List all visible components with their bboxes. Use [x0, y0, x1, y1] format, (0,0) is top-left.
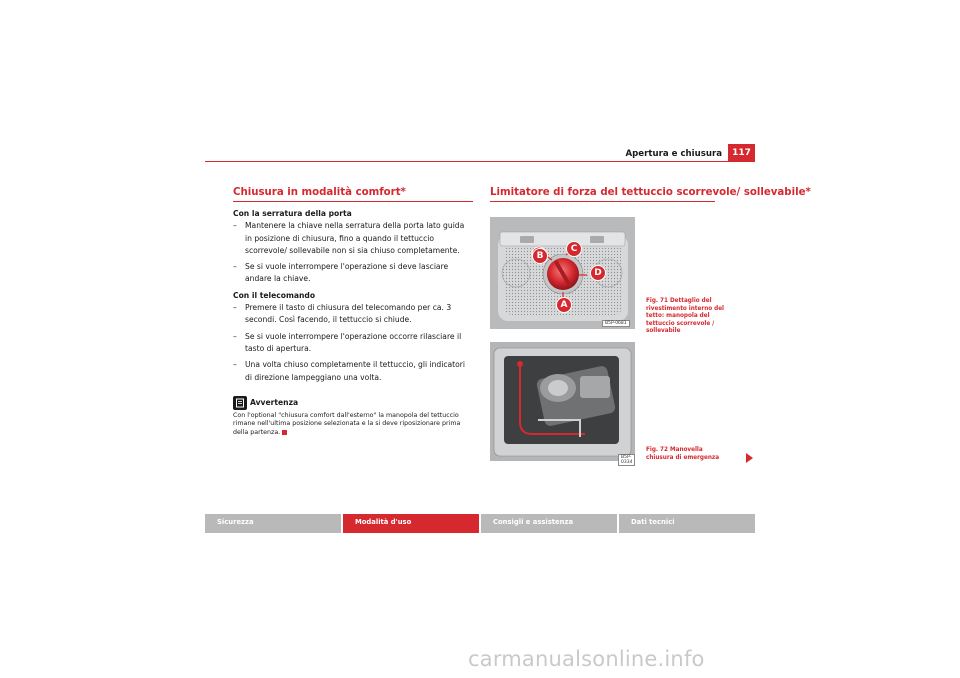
- list-dash: –: [233, 262, 237, 272]
- subsection-heading-remote: Con il telecomando: [233, 290, 316, 300]
- right-section-title: Limitatore di forza del tettuccio scorrevole/ sollevabile*: [490, 187, 811, 198]
- list-item: [233, 331, 473, 356]
- figure-code: B5P-0334: [618, 454, 635, 466]
- left-column-body: [233, 208, 473, 438]
- tab-consigli-e-assistenza[interactable]: Consigli e assistenza: [481, 514, 617, 533]
- step-text: Se si vuole interrompere l'operazione si deve lasciare andare la chiave.: [245, 262, 449, 284]
- left-section-title: Chiusura in modalità comfort*: [233, 187, 406, 198]
- subsection-heading-door-lock: Con la serratura della porta: [233, 209, 352, 218]
- list-dash: –: [233, 360, 237, 370]
- right-section-rule: [490, 201, 715, 202]
- list-item: [233, 302, 473, 327]
- step-text: Mantenere la chiave nella serratura della porta lato guida in posizione di chiusura, fino a quando il tettuccio scorrevole/ sollevabile non si sia chiuso completamente.: [245, 221, 465, 255]
- figure-label-b: B: [532, 248, 548, 264]
- warning-heading: [233, 396, 473, 410]
- running-header-title: Apertura e chiusura: [625, 149, 722, 159]
- list-dash: –: [233, 331, 237, 341]
- figure-72-caption: Fig. 72 Manovella chiusura di emergenza: [646, 447, 720, 461]
- step-text: Premere il tasto di chiusura del telecomando per ca. 3 secondi. Così facendo, il tettuccio si chiude.: [245, 303, 452, 325]
- step-text: Una volta chiuso completamente il tettuccio, gli indicatori di direzione lampeggiano una volta.: [245, 360, 466, 382]
- warning-text: Con l'optional "chiusura comfort dall'esterno" la manopola del tettuccio rimane nell'ultima posizione selezionata e la si deve riposizionare prima della partenza.: [233, 411, 461, 437]
- note-icon: [233, 396, 247, 410]
- figure-label-d: D: [590, 265, 606, 281]
- warning-note: [233, 396, 473, 438]
- left-section-rule: [233, 201, 473, 202]
- step-text: Se si vuole interrompere l'operazione occorre rilasciare il tasto di apertura.: [245, 331, 462, 353]
- footer-tab-bar: [205, 514, 755, 533]
- watermark-text: carmanualsonline.info: [468, 647, 705, 671]
- list-item: [233, 359, 473, 384]
- page-number: 117: [728, 144, 755, 161]
- figure-72-image: [490, 342, 635, 465]
- continue-arrow-icon: [746, 453, 753, 463]
- list-item: [233, 261, 473, 286]
- tab-dati-tecnici[interactable]: Dati tecnici: [619, 514, 755, 533]
- tab-modalita-duso[interactable]: Modalità d'uso: [343, 514, 479, 533]
- list-item: [233, 220, 473, 257]
- figure-71-caption: Fig. 71 Dettaglio del rivestimento interno del tetto: manopola del tettuccio scorrevole / sollevabile: [646, 298, 725, 335]
- end-of-section-icon: [282, 430, 287, 435]
- figure-label-c: C: [566, 241, 582, 257]
- figure-code: B5P-0681: [602, 320, 630, 327]
- figure-label-a: A: [556, 297, 572, 313]
- tab-sicurezza[interactable]: Sicurezza: [205, 514, 341, 533]
- list-dash: –: [233, 303, 237, 313]
- header-rule: [205, 161, 755, 162]
- warning-title: Avvertenza: [250, 397, 299, 407]
- warning-text-block: [233, 412, 473, 438]
- list-dash: –: [233, 221, 237, 231]
- figure-71-image: [490, 217, 635, 329]
